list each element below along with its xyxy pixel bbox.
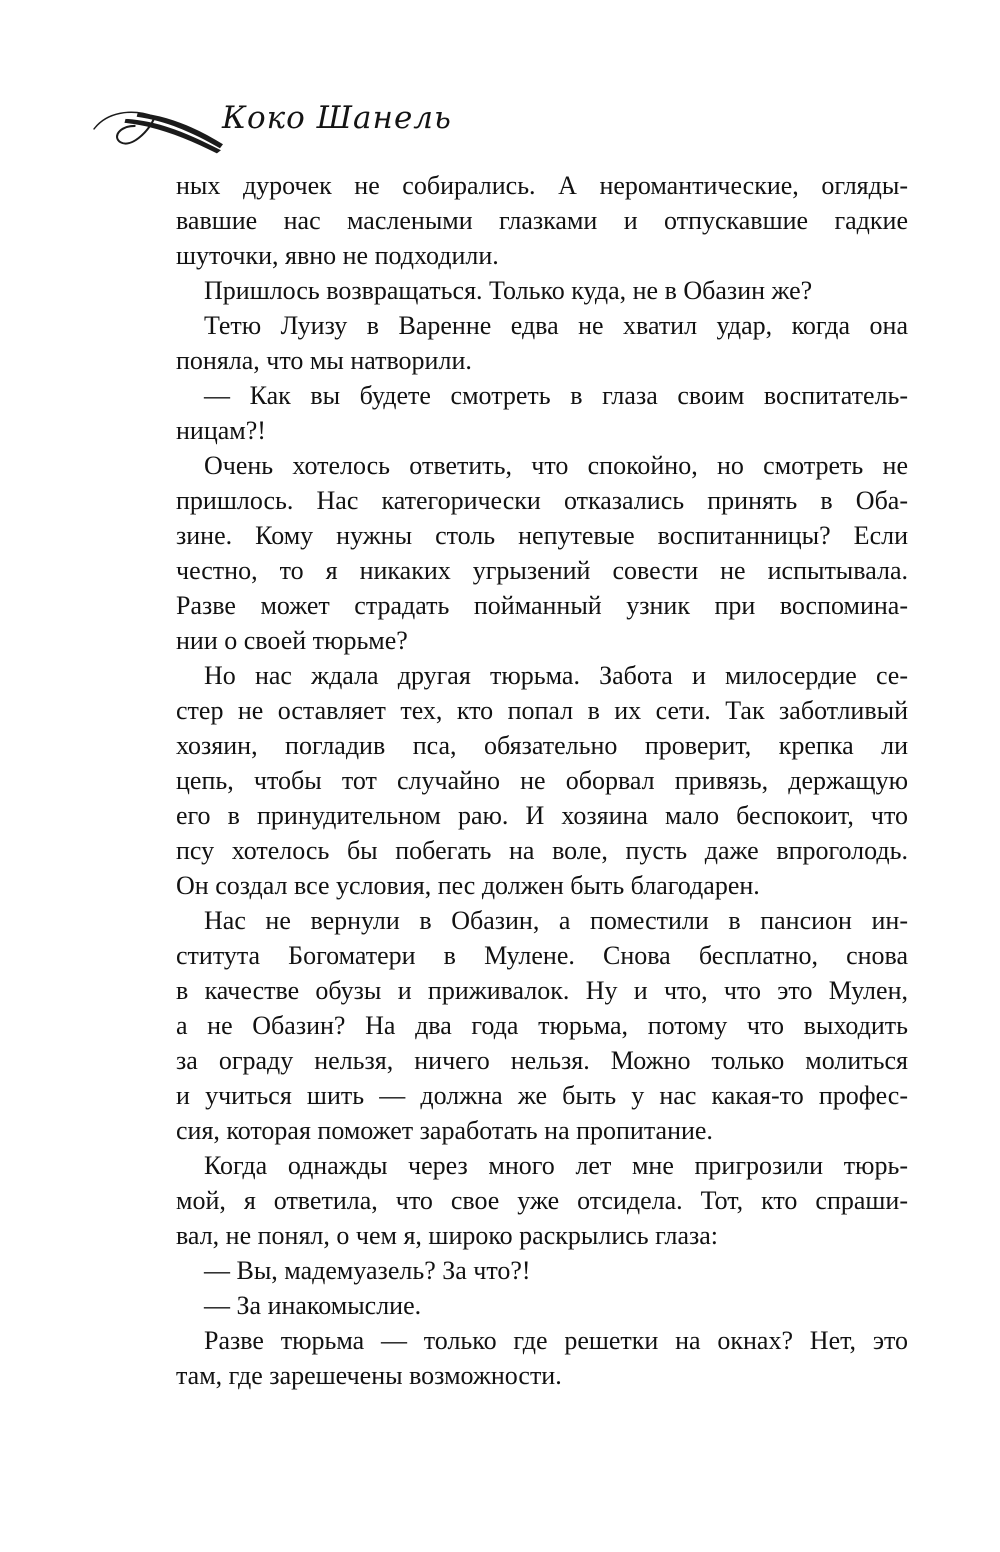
text-line: а не Обазин? На два года тюрьма, потому что выходить xyxy=(176,1011,908,1040)
text-line: цепь, чтобы тот случайно не оборвал привязь, держащую xyxy=(176,766,908,795)
text-line: ницам?! xyxy=(176,416,266,445)
text-line: Пришлось возвращаться. Только куда, не в Обазин же? xyxy=(204,276,813,305)
text-line: ных дурочек не собирались. А неромантические, огляды- xyxy=(176,171,908,200)
text-line: зине. Кому нужны столь непутевые воспитанницы? Если xyxy=(176,521,908,550)
text-line: сия, которая поможет заработать на пропитание. xyxy=(176,1116,713,1145)
text-line: Но нас ждала другая тюрьма. Забота и милосердие се- xyxy=(204,661,908,690)
text-line: в качестве обузы и приживалок. Ну и что, что это Мулен, xyxy=(176,976,908,1005)
body-text xyxy=(176,168,908,1393)
text-line: хозяин, погладив пса, обязательно проверит, крепка ли xyxy=(176,731,908,760)
text-line: псу хотелось бы побегать на воле, пусть даже впроголодь. xyxy=(176,836,908,865)
paragraph xyxy=(176,903,908,1148)
text-line: — За инакомыслие. xyxy=(204,1291,422,1320)
paragraph xyxy=(176,1148,908,1253)
running-head-title: Коко Шанель xyxy=(222,100,452,136)
paragraph xyxy=(176,168,908,273)
paragraph xyxy=(176,273,908,308)
text-line: — Как вы будете смотреть в глаза своим воспитатель- xyxy=(204,381,908,410)
text-line: мой, я ответила, что свое уже отсидела. Тот, кто спраши- xyxy=(176,1186,908,1215)
text-line: нии о своей тюрьме? xyxy=(176,626,408,655)
text-line: честно, то я никаких угрызений совести не испытывала. xyxy=(176,556,908,585)
paragraph xyxy=(176,1323,908,1393)
text-line: вал, не понял, о чем я, широко раскрылись глаза: xyxy=(176,1221,719,1250)
text-line: Нас не вернули в Обазин, а поместили в пансион ин- xyxy=(204,906,908,935)
paragraph xyxy=(176,448,908,658)
paragraph xyxy=(176,308,908,378)
text-line: Разве может страдать пойманный узник при воспомина- xyxy=(176,591,908,620)
text-line: шуточки, явно не подходили. xyxy=(176,241,499,270)
paragraph xyxy=(176,378,908,448)
text-line: пришлось. Нас категорически отказались принять в Оба- xyxy=(176,486,908,515)
text-line: — Вы, мадемуазель? За что?! xyxy=(204,1256,531,1285)
text-line: его в принудительном раю. И хозяина мало беспокоит, что xyxy=(176,801,908,830)
text-line: Тетю Луизу в Варенне едва не хватил удар, когда она xyxy=(204,311,908,340)
text-line: за ограду нельзя, ничего нельзя. Можно только молиться xyxy=(176,1046,908,1075)
text-line: Очень хотелось ответить, что спокойно, но смотреть не xyxy=(204,451,908,480)
text-line: Он создал все условия, пес должен быть благодарен. xyxy=(176,871,760,900)
text-line: поняла, что мы натворили. xyxy=(176,346,472,375)
paragraph xyxy=(176,658,908,903)
page-header xyxy=(0,0,1000,170)
text-line: там, где зарешечены возможности. xyxy=(176,1361,562,1390)
text-line: Разве тюрьма — только где решетки на окнах? Нет, это xyxy=(204,1326,908,1355)
text-line: стер не оставляет тех, кто попал в их сети. Так заботливый xyxy=(176,696,908,725)
text-line: Когда однажды через много лет мне пригрозили тюрь- xyxy=(204,1151,908,1180)
header-flourish-icon xyxy=(92,106,224,154)
text-line: и учиться шить — должна же быть у нас какая-то профес- xyxy=(176,1081,908,1110)
text-line: ститута Богоматери в Мулене. Снова бесплатно, снова xyxy=(176,941,908,970)
text-line: вавшие нас маслеными глазками и отпускавшие гадкие xyxy=(176,206,908,235)
paragraph xyxy=(176,1288,908,1323)
paragraph xyxy=(176,1253,908,1288)
